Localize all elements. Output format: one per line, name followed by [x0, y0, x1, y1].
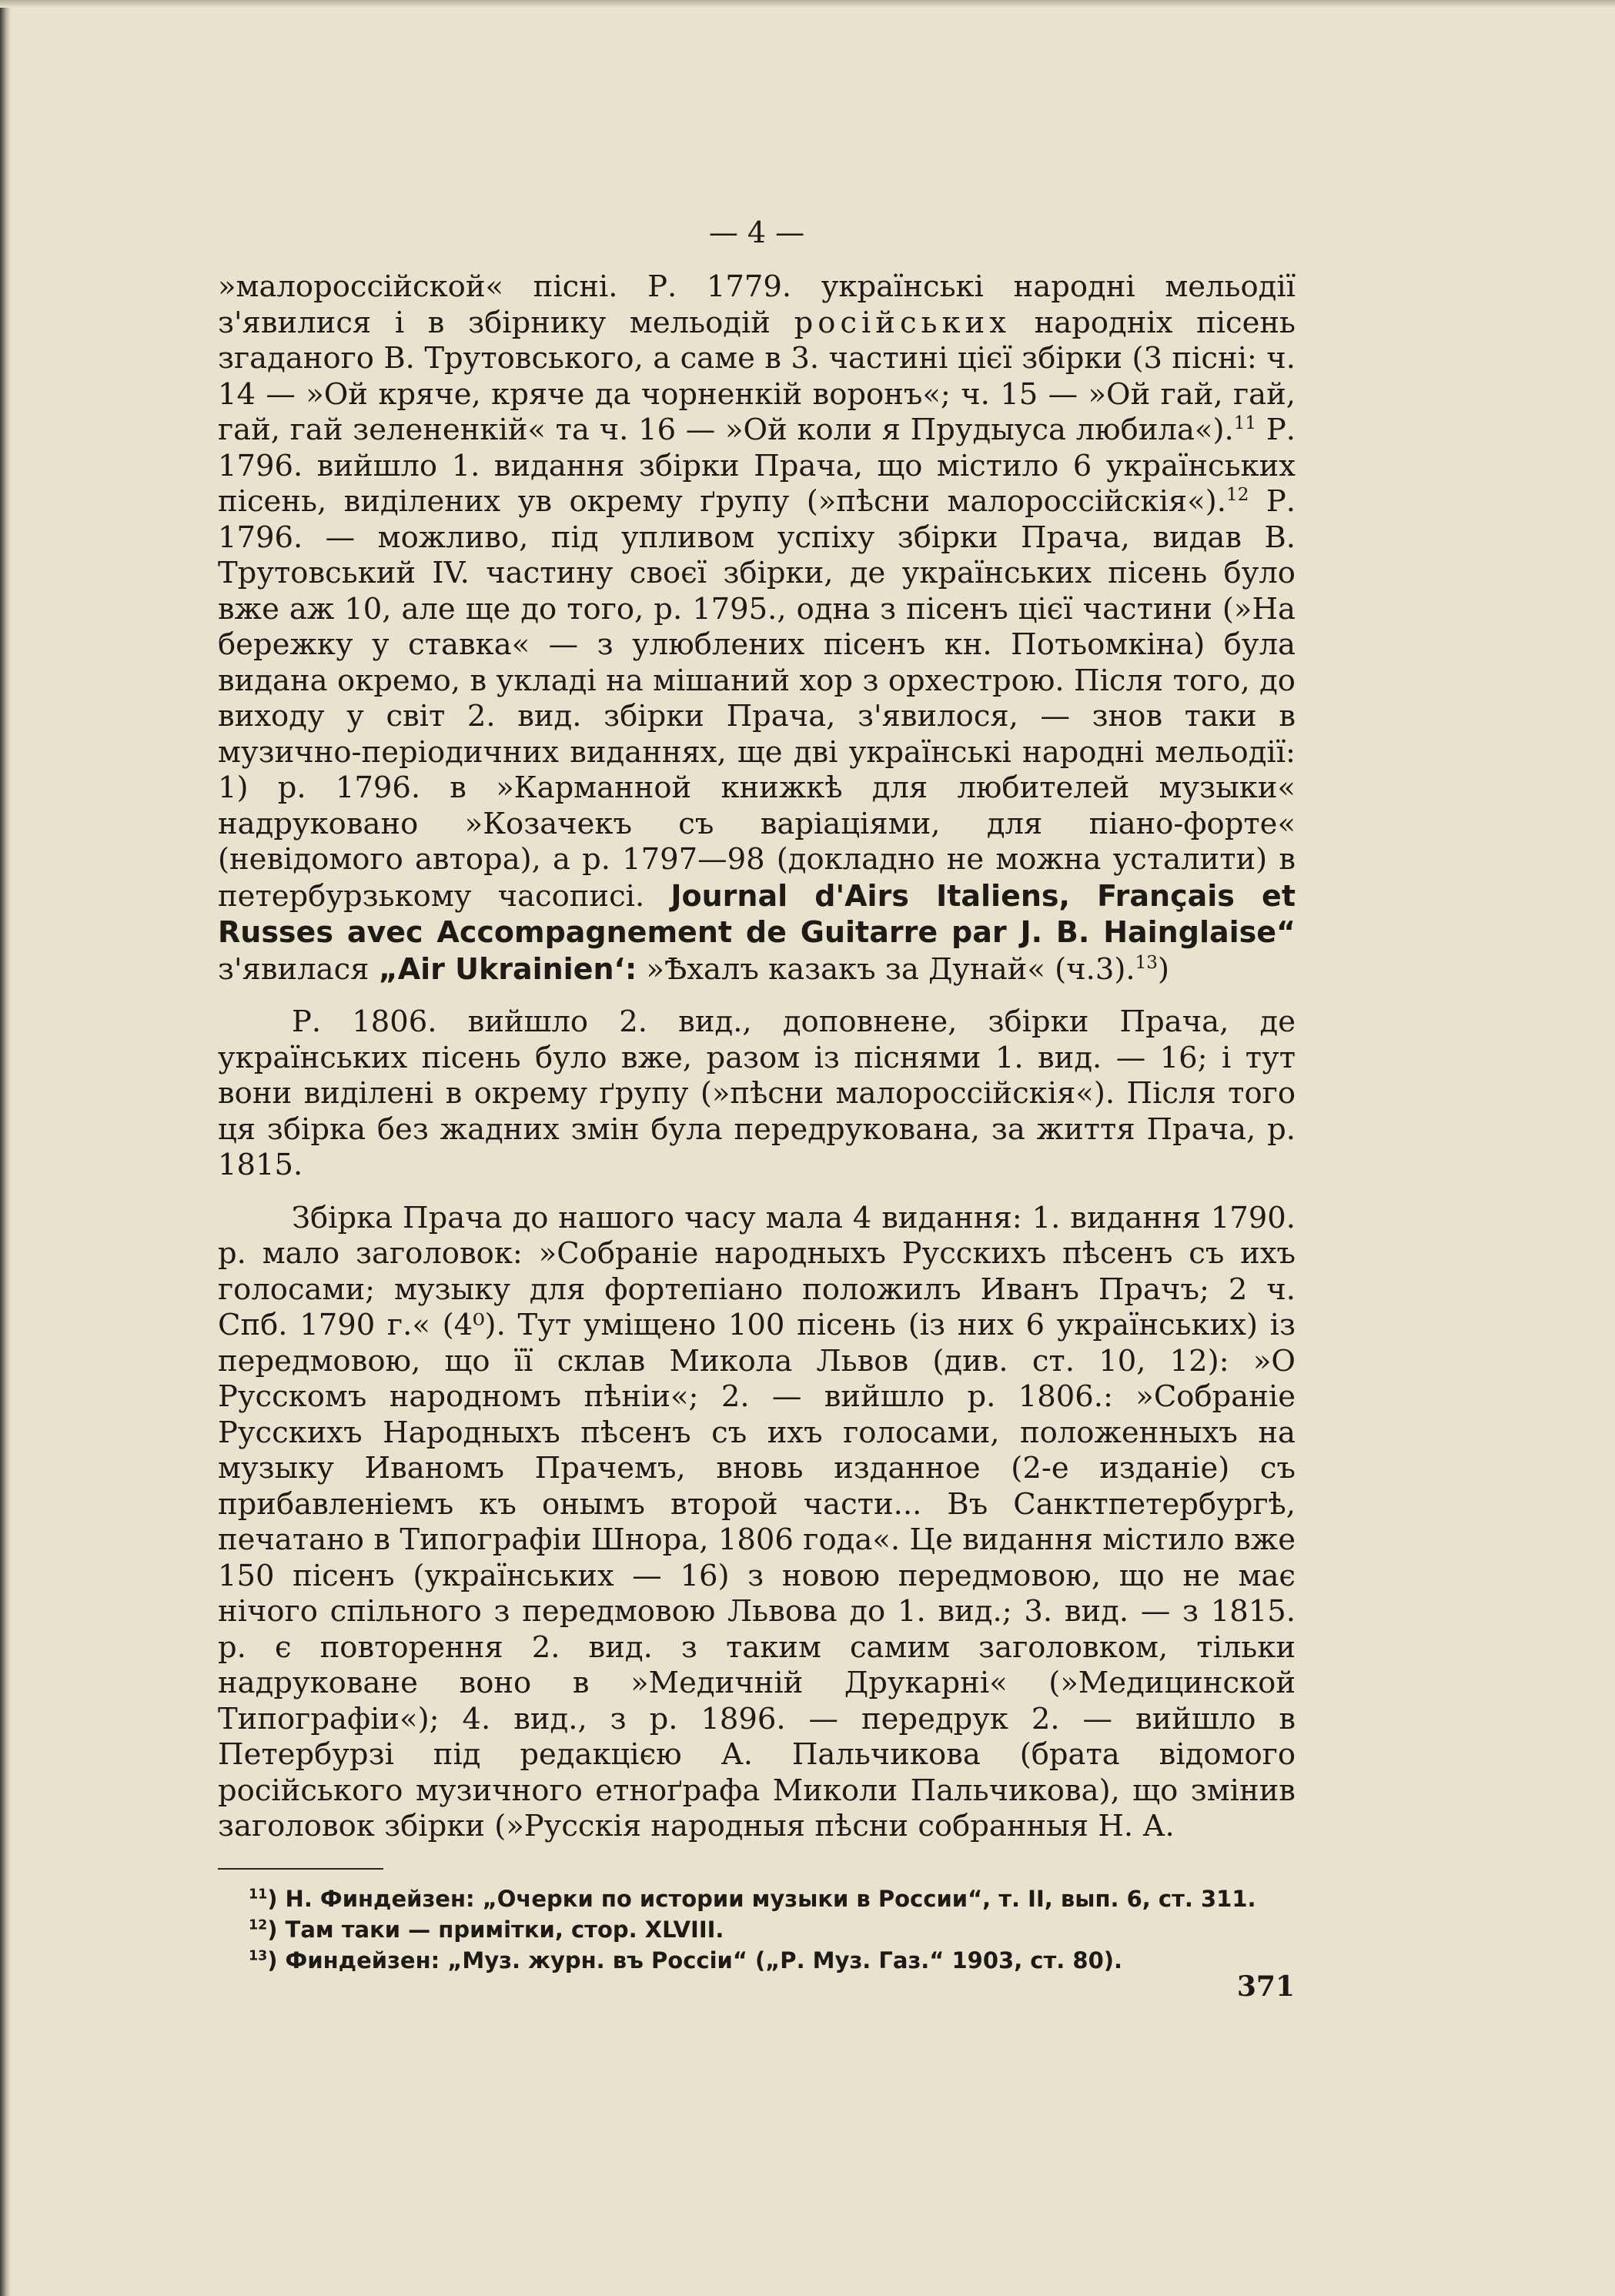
footnote-12: [249, 1914, 1296, 1945]
p1-text-f: »Ѣхалъ казакъ за Дунай« (ч.3).: [637, 951, 1135, 987]
footnote-mark: 13: [249, 1947, 268, 1963]
journal-title: Journal d'Airs Italiens, Français et Russes avec Accompagnement de Guitarre par J. B. Hainglaise“: [218, 878, 1296, 949]
paragraph-2: Р. 1806. вийшло 2. вид., доповнене, збірки Прача, де українських пісень було вже, разом із піснями 1. вид. — 16; і тут вони виділені в окрему ґрупу (»пѣсни малороссійскія«). Після того ця збірка без жадних змін була передрукована, за життя Прача, р. 1815.: [218, 1004, 1296, 1182]
footnote-mark: 12: [249, 1917, 268, 1933]
page-top-edge: [0, 0, 1615, 8]
footnote-ref-12: 12: [1226, 485, 1249, 506]
p1-text-g: ): [1157, 951, 1170, 987]
footnote-text: ) Финдейзен: „Муз. журн. въ Россіи“ („Р. Муз. Газ.“ 1903, ст. 80).: [267, 1947, 1123, 1973]
air-ukrainien-title: „Air Ukrainien‘:: [378, 951, 637, 986]
page-content: [218, 216, 1296, 1976]
footnote-ref-11: 11: [1233, 413, 1257, 434]
page-edge-shadow: [0, 0, 11, 2296]
paragraph-3: Збірка Прача до нашого часу мала 4 видання: 1. видання 1790. р. мало заголовок: »Собраніе народныхъ Русскихъ пѣсенъ съ ихъ голосами; музыку для фортепіано положилъ Иванъ Прачъ; 2 ч. Спб. 1790 г.« (4⁰). Тут уміщено 100 пісень (із них 6 українських) із передмовою, що її склав Микола Львов (див. ст. 10, 12): »О Русскомъ народномъ пѣніи«; 2. — вийшло р. 1806.: »Собраніе Русскихъ Народныхъ пѣсенъ съ ихъ голосами, положенныхъ на музыку Иваномъ Прачемъ, вновь изданное (2-е изданіе) съ прибавленіемъ къ онымъ второй части... Въ Санктпетербургѣ, печатано в Типографіи Шнора, 1806 года«. Це видання містило вже 150 пісенъ (українських — 16) з новою передмовою, що не має нічого спільного з передмовою Львова до 1. вид.; 3. вид. — з 1815. р. є повторення 2. вид. з таким самим заголовком, тільки надруковане воно в »Медичній Друкарні« (»Медицинской Типографіи«); 4. вид., з р. 1896. — передрук 2. — вийшло в Петербурзі під редакцією А. Пальчикова (брата відомого російського музичного етноґрафа Миколи Пальчикова), що змінив заголовок збірки (»Русскія народныя пѣсни собранныя Н. А.: [218, 1200, 1296, 1843]
p1-text-d: Р. 1796. — можливо, під упливом успіху збірки Прача, видав В. Трутовський IV. частину своєї збірки, де українських пісень було вже аж 10, але ще до того, р. 1795., одна з пісенъ цієї частини (»На бережку у ставка« — з улюблених пісенъ кн. Потьомкіна) була видана окремо, в укладі на мішаний хор з орхестрою. Після того, до виходу у світ 2. вид. збірки Прача, з'явилося, — знов таки в музично-періодичних виданнях, ще дві українські народні мельодії: 1) р. 1796. в »Карманной книжкѣ для любителей музыки« надруковано »Козачекъ съ варіаціями, для піано-форте« (невідомого автора), а р. 1797—98 (докладно не можна усталити) в петербурзькому часописі.: [218, 484, 1296, 914]
footnote-divider: [218, 1868, 383, 1870]
p1-text-e: з'явилася: [218, 951, 379, 987]
p1-text-b: народніх пісень згаданого В. Трутовського, а саме в 3. частині цієї збірки (3 пісні: ч. 14 — »Ой кряче, кряче да чорненкій воронъ«; ч. 15 — »Ой гай, гай, гай, гай зелененкій« та ч. 16 — »Ой коли я Прудыуса любила«).: [218, 305, 1296, 447]
paragraph-1: [218, 269, 1296, 988]
footnote-ref-13: 13: [1135, 952, 1158, 973]
footnote-11: [249, 1883, 1296, 1914]
footnote-text: ) Там таки — примітки, стор. XLVIII.: [267, 1916, 724, 1943]
page-footer-number: 371: [1236, 1970, 1295, 2003]
page-header-number: — 4 —: [708, 216, 805, 249]
p1-spaced-word: російських: [794, 305, 1011, 340]
footnote-mark: 11: [249, 1886, 268, 1902]
p1-text-a: »малороссійской« пісні. Р. 1779. українські народні мельодії з'явилися і в збірнику мельодій: [218, 269, 1296, 340]
footnote-13: [249, 1945, 1296, 1976]
p1-text-c: Р. 1796. вийшло 1. видання збірки Прача, що містило 6 українських пісень, виділених ув окрему ґрупу (»пѣсни малороссійскія«).: [218, 413, 1296, 519]
footnote-text: ) Н. Финдейзен: „Очерки по истории музыки в России“, т. II, вып. 6, ст. 311.: [267, 1885, 1256, 1912]
